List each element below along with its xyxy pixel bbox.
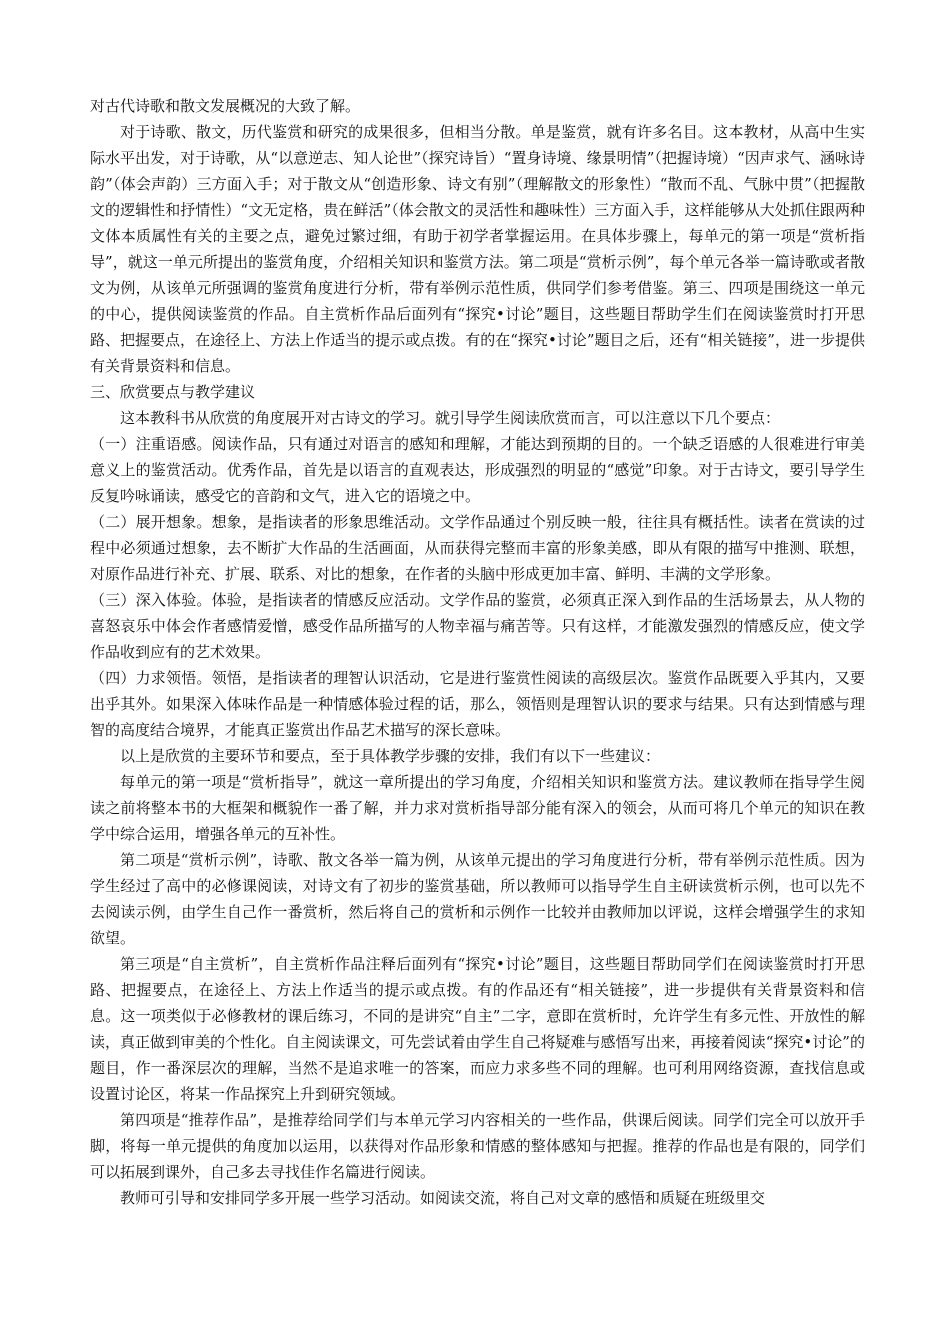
- paragraph-textbook-overview: 对于诗歌、散文，历代鉴赏和研究的成果很多，但相当分散。单是鉴赏，就有许多名目。这本教材，从高中生实际水平出发，对于诗歌，从“以意逆志、知人论世”（探究诗旨）“置身诗境、缘景明情”（把握诗境）“因声求气、涵咏诗韵”（体会声韵）三方面入手；对于散文从“创造形象、诗文有别”（理解散文的形象性）“散而不乱、气脉中贯”（把握散文的逻辑性和抒情性）“文无定格，贵在鲜活”（体会散文的灵活性和趣味性）三方面入手，这样能够从大处抓住跟两种文体本质属性有关的主要之点，避免过繁过细，有助于初学者掌握运用。在具体步骤上，每单元的第一项是“赏析指导”，就这一单元所提出的鉴赏角度，介绍相关知识和鉴赏方法。第二项是“赏析示例”，每个单元各举一篇诗歌或者散文为例，从该单元所强调的鉴赏角度进行分析，带有举例示范性质，供同学们参考借鉴。第三、四项是围绕这一单元的中心，提供阅读鉴赏的作品。自主赏析作品后面列有“探究•讨论”题目，这些题目帮助学生们在阅读鉴赏时打开思路、把握要点，在途径上、方法上作适当的提示或点拨。有的在“探究•讨论”题目之后，还有“相关链接”，进一步提供有关背景资料和信息。: [90, 123, 865, 375]
- paragraph-activities: 教师可引导和安排同学多开展一些学习活动。如阅读交流，将自己对文章的感悟和质疑在班级里交: [120, 1189, 766, 1207]
- paragraph-item-1: 每单元的第一项是“赏析指导”，就这一章所提出的学习角度，介绍相关知识和鉴赏方法。建议教师在指导学生阅读之前将整本书的大框架和概貌作一番了解，并力求对赏析指导部分能有深入的领会，从而可将几个单元的知识在教学中综合运用，增强各单元的互补性。: [90, 773, 865, 843]
- paragraph-point-2: （二）展开想象。想象，是指读者的形象思维活动。文学作品通过个别反映一般，往往具有概括性。读者在赏读的过程中必须通过想象，去不断扩大作品的生活画面，从而获得完整而丰富的形象美感，即从有限的描写中推测、联想，对原作品进行补充、扩展、联系、对比的想象，在作者的头脑中形成更加丰富、鲜明、丰满的文学形象。: [90, 513, 865, 583]
- paragraph-point-4: （四）力求领悟。领悟，是指读者的理智认识活动，它是进行鉴赏性阅读的高级层次。鉴赏作品既要入乎其内，又要出乎其外。如果深入体味作品是一种情感体验过程的话，那么，领悟则是理智认识的要求与结果。只有达到情感与理智的高度结合境界，才能真正鉴赏出作品艺术描写的深长意味。: [90, 669, 865, 739]
- paragraph-continuation: 对古代诗歌和散文发展概况的大致了解。: [90, 97, 361, 115]
- paragraph-item-2: 第二项是“赏析示例”，诗歌、散文各举一篇为例，从该单元提出的学习角度进行分析，带有举例示范性质。因为学生经过了高中的必修课阅读，对诗文有了初步的鉴赏基础，所以教师可以指导学生自主研读赏析示例，也可以先不去阅读示例，由学生自己作一番赏析，然后将自己的赏析和示例作一比较并由教师加以评说，这样会增强学生的求知欲望。: [90, 851, 865, 947]
- section-heading: 三、欣赏要点与教学建议: [90, 383, 256, 401]
- paragraph-intro-points: 这本教科书从欣赏的角度展开对古诗文的学习。就引导学生阅读欣赏而言，可以注意以下几个要点：: [120, 409, 781, 427]
- paragraph-item-3: 第三项是“自主赏析”，自主赏析作品注释后面列有“探究•讨论”题目，这些题目帮助同学们在阅读鉴赏时打开思路、把握要点，在途径上、方法上作适当的提示或点拨。有的作品还有“相关链接”，进一步提供有关背景资料和信息。这一项类似于必修教材的课后练习，不同的是讲究“自主”二字，意即在赏析时，允许学生有多元性、开放性的解读，真正做到审美的个性化。自主阅读课文，可先尝试着由学生自己将疑难与感悟写出来，再接着阅读“探究•讨论”的题目，作一番深层次的理解，当然不是追求唯一的答案，而应力求多些不同的理解。也可利用网络资源，查找信息或设置讨论区，将某一作品探究上升到研究领域。: [90, 955, 865, 1103]
- paragraph-point-3: （三）深入体验。体验，是指读者的情感反应活动。文学作品的鉴赏，必须真正深入到作品的生活场景去，从人物的喜怒哀乐中体会作者感情爱憎，感受作品所描写的人物幸福与痛苦等。只有这样，才能激发强烈的情感反应，使文学作品收到应有的艺术效果。: [90, 591, 865, 661]
- paragraph-suggestions-intro: 以上是欣赏的主要环节和要点，至于具体教学步骤的安排，我们有以下一些建议：: [120, 747, 661, 765]
- paragraph-point-1: （一）注重语感。阅读作品，只有通过对语言的感知和理解，才能达到预期的目的。一个缺乏语感的人很难进行审美意义上的鉴赏活动。优秀作品，首先是以语言的直观表达，形成强烈的明显的“感觉”印象。对于古诗文，要引导学生反复吟咏诵读，感受它的音韵和文气，进入它的语境之中。: [90, 435, 865, 505]
- document-body: [90, 93, 865, 1211]
- paragraph-item-4: 第四项是“推荐作品”，是推荐给同学们与本单元学习内容相关的一些作品，供课后阅读。同学们完全可以放开手脚，将每一单元提供的角度加以运用，以获得对作品形象和情感的整体感知与把握。推荐的作品也是有限的，同学们可以拓展到课外，自己多去寻找佳作名篇进行阅读。: [90, 1111, 865, 1181]
